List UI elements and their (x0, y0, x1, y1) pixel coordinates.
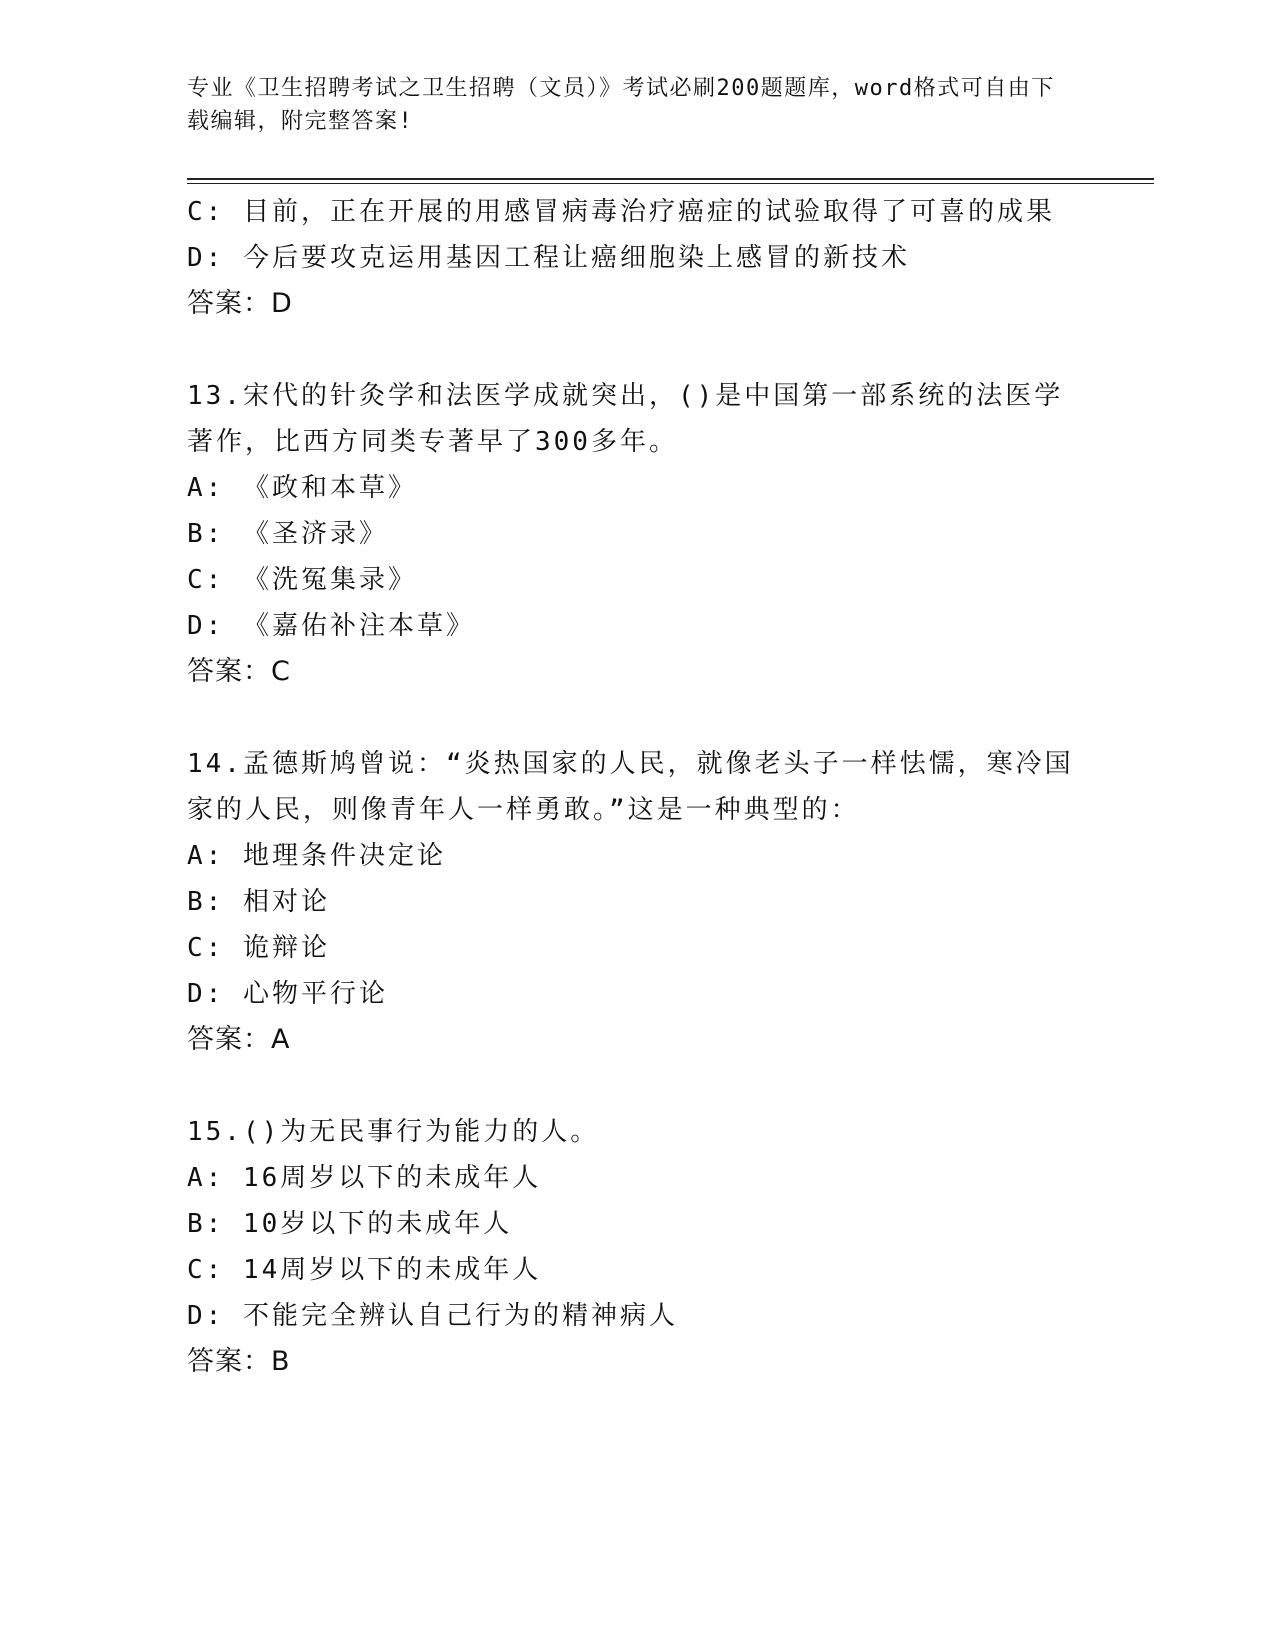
question-text: 13.宋代的针灸学和法医学成就突出，()是中国第一部系统的法医学著作，比西方同类专著早了300多年。 (187, 381, 1064, 457)
header-rule-thick (187, 178, 1154, 180)
answer-label: 答案：C (187, 656, 291, 687)
option-b: B: 相对论 (187, 887, 330, 917)
header-rule-thin (187, 183, 1154, 184)
option-d: D: 今后要攻克运用基因工程让癌细胞染上感冒的新技术 (187, 243, 910, 273)
answer-label: 答案：A (187, 1024, 291, 1055)
option-c: C: 《洗冤集录》 (187, 565, 417, 595)
option-b: B: 10岁以下的未成年人 (187, 1209, 513, 1239)
option-d: D: 心物平行论 (187, 979, 388, 1009)
question-list (187, 189, 1087, 1431)
answer-label: 答案：B (187, 1346, 291, 1377)
option-d: D: 不能完全辨认自己行为的精神病人 (187, 1301, 678, 1331)
option-a: A: 《政和本草》 (187, 473, 417, 503)
question-text: 14.孟德斯鸠曾说：“炎热国家的人民，就像老头子一样怯懦，寒冷国家的人民，则像青年人一样勇敢。”这是一种典型的： (187, 749, 1074, 825)
document-header: 专业《卫生招聘考试之卫生招聘（文员）》考试必刷200题题库，word格式可自由下载编辑，附完整答案! (187, 76, 1055, 134)
partial-question-block (187, 189, 1087, 327)
option-b: B: 《圣济录》 (187, 519, 388, 549)
option-c: C: 14周岁以下的未成年人 (187, 1255, 542, 1285)
answer-label: 答案：D (187, 288, 293, 319)
option-c: C: 目前，正在开展的用感冒病毒治疗癌症的试验取得了可喜的成果 (187, 197, 1055, 227)
option-a: A: 地理条件决定论 (187, 841, 446, 871)
question-text: 15.()为无民事行为能力的人。 (187, 1117, 600, 1147)
option-c: C: 诡辩论 (187, 933, 330, 963)
option-d: D: 《嘉佑补注本草》 (187, 611, 475, 641)
option-a: A: 16周岁以下的未成年人 (187, 1163, 542, 1193)
question-block-13 (187, 373, 1087, 695)
question-block-15 (187, 1109, 1087, 1385)
question-block-14 (187, 741, 1087, 1063)
